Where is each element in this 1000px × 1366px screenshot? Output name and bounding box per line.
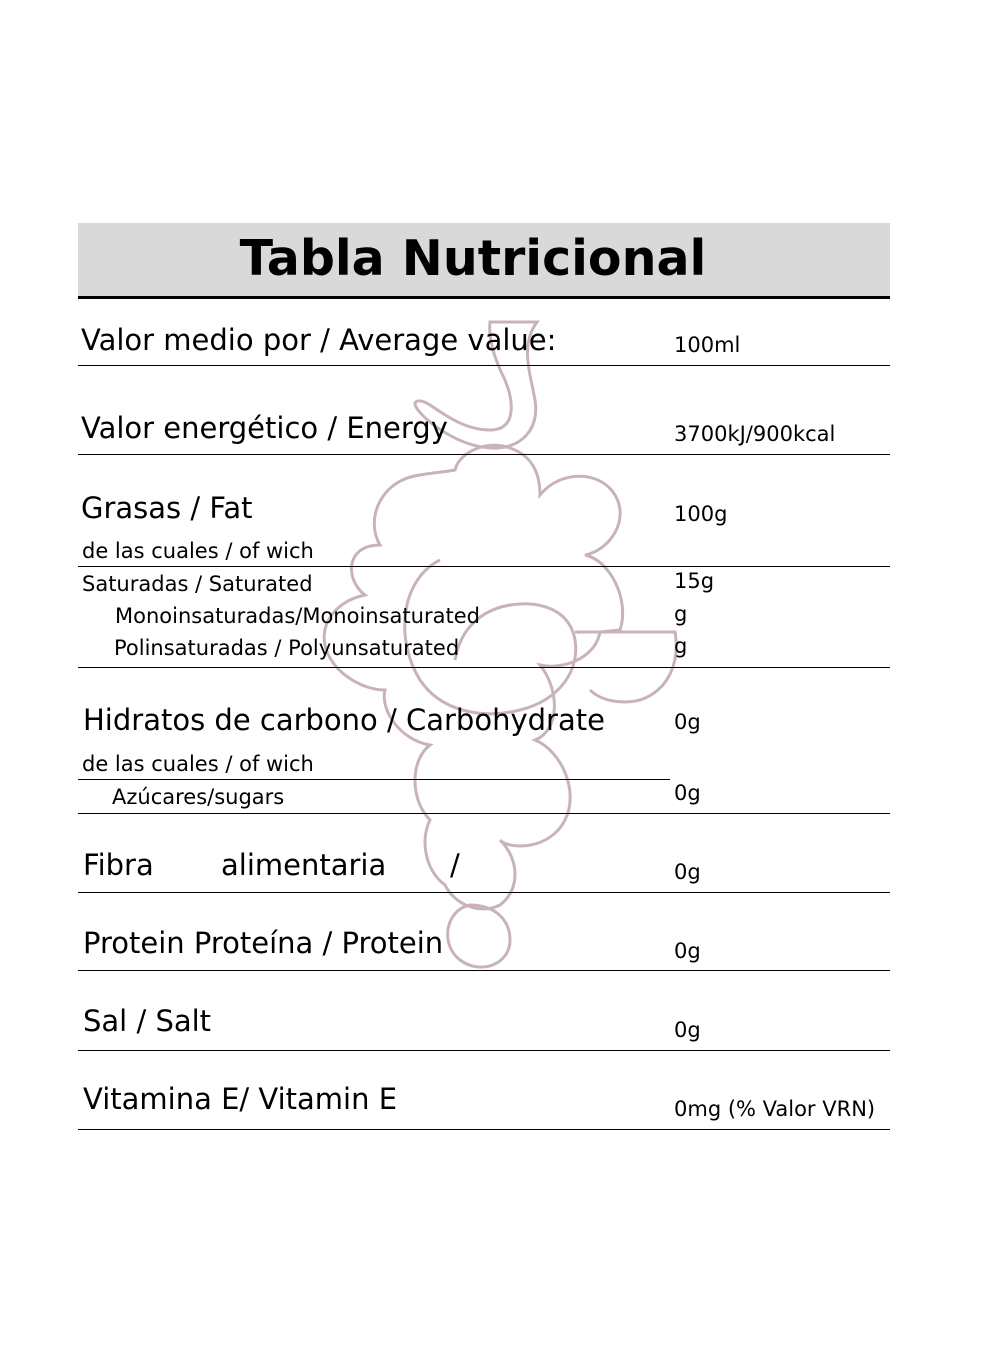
saturated-value: 15g [674,569,715,593]
row-divider [78,454,890,455]
fiber-value: 0g [674,860,701,884]
row-divider [78,1129,890,1130]
protein-label: Protein Proteína / Protein [83,926,444,960]
polyunsaturated-value: g [674,634,688,658]
row-divider [78,813,890,814]
row-divider [78,365,890,366]
fat-label: Grasas / Fat [81,491,253,525]
fat-sub-header: de las cuales / of wich [82,539,314,563]
row-divider [78,970,890,971]
saturated-label: Saturadas / Saturated [82,572,313,596]
energy-label: Valor energético / Energy [81,411,448,445]
carbohydrate-label: Hidratos de carbono / Carbohydrate [83,703,605,737]
polyunsaturated-label: Polinsaturadas / Polyunsaturated [114,636,460,660]
protein-value: 0g [674,939,701,963]
fiber-label-word-2: alimentaria [221,848,387,882]
page-title: Tabla Nutricional [239,230,707,287]
vitamin-e-value: 0mg (% Valor VRN) [674,1097,876,1121]
carbohydrate-sub-header: de las cuales / of wich [82,752,314,776]
row-divider [78,1050,890,1051]
carbohydrate-value: 0g [674,710,701,734]
sugars-value: 0g [674,781,701,805]
title-header [78,223,890,299]
monounsaturated-value: g [674,602,688,626]
average-value-label: Valor medio por / Average value: [81,323,557,357]
row-divider [78,566,890,567]
energy-value: 3700kJ/900kcal [674,422,836,446]
monounsaturated-label: Monoinsaturadas/Monoinsaturated [115,604,480,628]
fiber-label-word-1: Fibra [83,848,154,882]
fat-value: 100g [674,502,728,526]
average-value-amount: 100ml [674,333,741,357]
salt-label: Sal / Salt [83,1004,212,1038]
vitamin-e-label: Vitamina E/ Vitamin E [83,1082,398,1116]
row-divider [78,892,890,893]
salt-value: 0g [674,1018,701,1042]
row-divider [78,667,890,668]
sugars-label: Azúcares/sugars [112,785,285,809]
fiber-label-slash: / [450,848,460,882]
sub-row-divider [78,779,670,780]
